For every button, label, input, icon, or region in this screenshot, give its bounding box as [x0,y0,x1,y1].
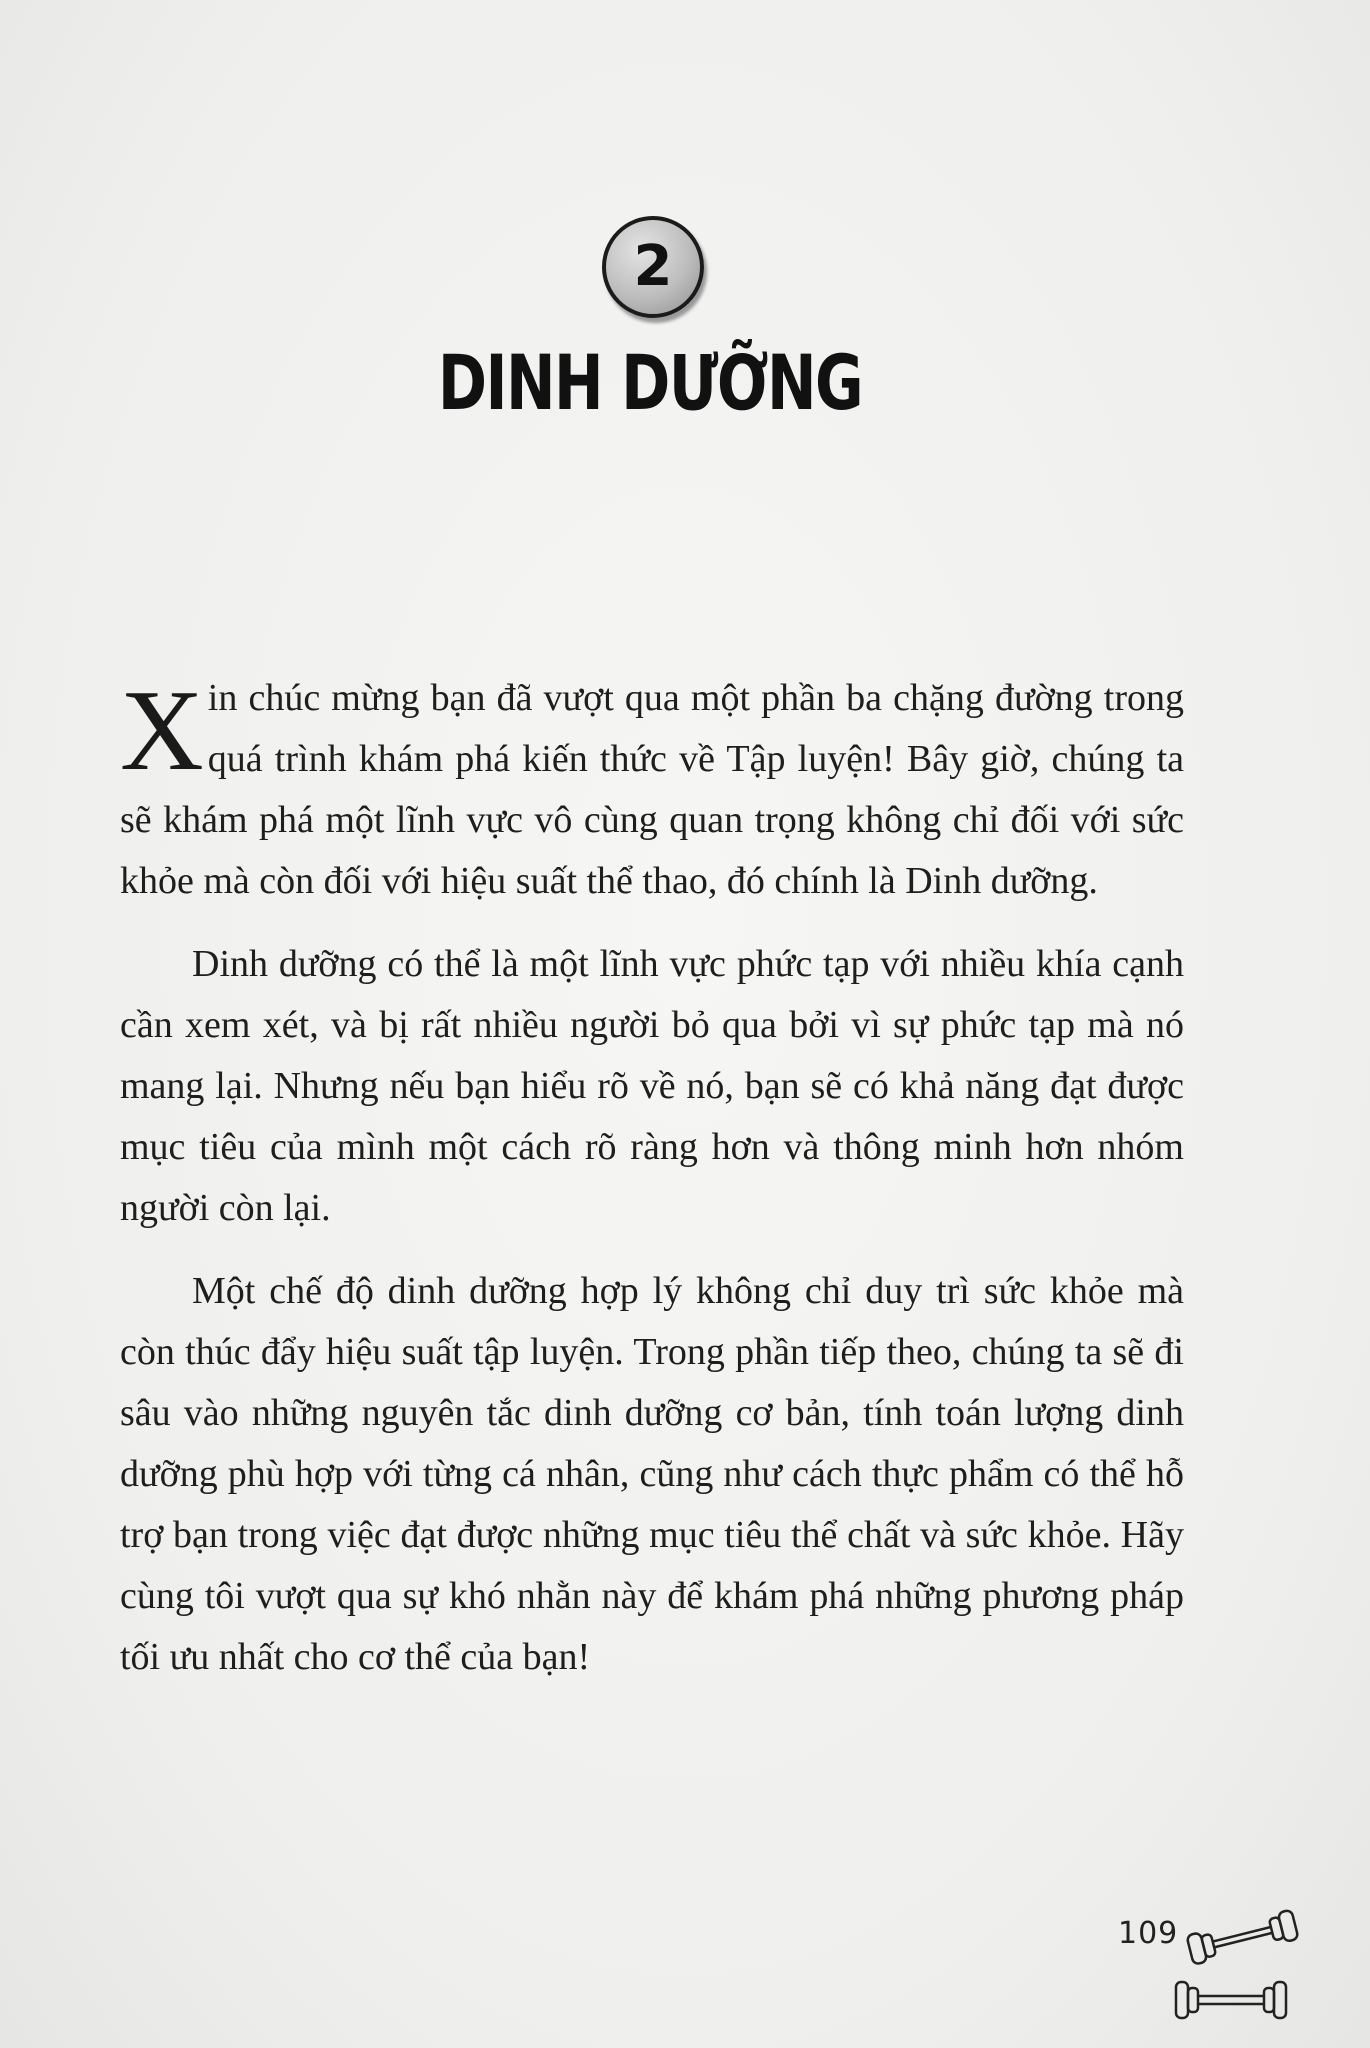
body-text [120,668,1184,1710]
chapter-title: DINH DƯỠNG [437,338,863,427]
paragraph-1-text: in chúc mừng bạn đã vượt qua một phần ba chặng đường trong quá trình khám phá kiến thức về Tập luyện! Bây giờ, chúng ta sẽ khám phá một lĩnh vực vô cùng quan trọng không chỉ đối với sức khỏe mà còn đối với hiệu suất thể thao, đó chính là Dinh dưỡng. [120,677,1184,902]
paragraph-3: Một chế độ dinh dưỡng hợp lý không chỉ duy trì sức khỏe mà còn thúc đẩy hiệu suất tập luyện. Trong phần tiếp theo, chúng ta sẽ đi sâu vào những nguyên tắc dinh dưỡng cơ bản, tính toán lượng dinh dưỡng phù hợp với từng cá nhân, cũng như cách thực phẩm có thể hỗ trợ bạn trong việc đạt được những mục tiêu thể chất và sức khỏe. Hãy cùng tôi vượt qua sự khó nhằn này để khám phá những phương pháp tối ưu nhất cho cơ thể của bạn! [120,1270,1184,1678]
chapter-number: 2 [633,234,673,299]
page-number: 109 [1118,1916,1179,1951]
paragraph-1 [120,668,1184,912]
dumbbell-icon [1168,1900,1318,2030]
drop-cap: X [120,667,204,795]
chapter-number-badge [602,216,704,318]
paragraph-2: Dinh dưỡng có thể là một lĩnh vực phức tạp với nhiều khía cạnh cần xem xét, và bị rất nhiều người bỏ qua bởi vì sự phức tạp mà nó mang lại. Nhưng nếu bạn hiểu rõ về nó, bạn sẽ có khả năng đạt được mục tiêu của mình một cách rõ ràng hơn và thông minh hơn nhóm người còn lại. [120,943,1184,1229]
